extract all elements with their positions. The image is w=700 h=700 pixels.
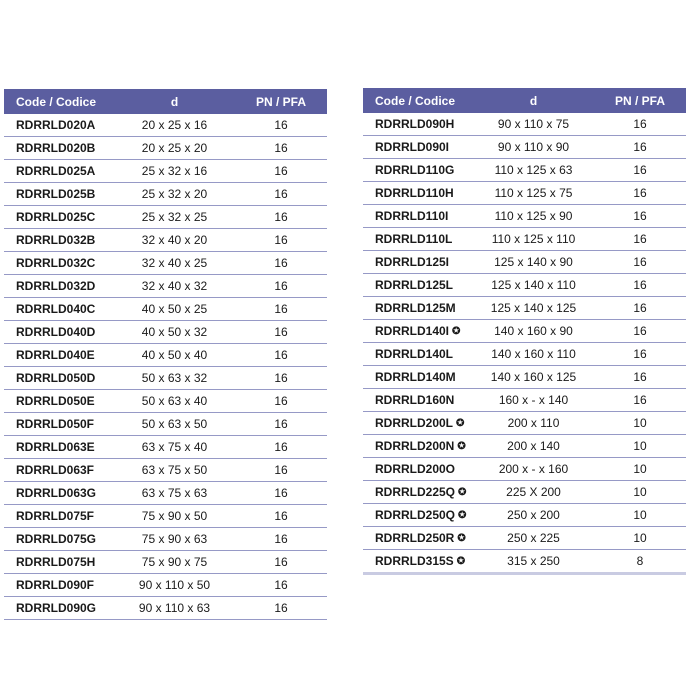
product-code-text: RDRRLD025A	[16, 164, 96, 178]
dimension-value: 25 x 32 x 16	[114, 160, 235, 183]
product-code	[363, 458, 473, 481]
product-code	[363, 274, 473, 297]
pressure-value: 10	[594, 458, 686, 481]
product-code-text: RDRRLD250Q	[375, 508, 456, 522]
dimension-value: 63 x 75 x 63	[114, 482, 235, 505]
pressure-value: 16	[235, 114, 327, 137]
product-code	[4, 436, 114, 459]
product-code	[363, 182, 473, 205]
product-code	[4, 482, 114, 505]
product-code-text: RDRRLD125I	[375, 255, 450, 269]
dimension-value: 20 x 25 x 20	[114, 137, 235, 160]
dimension-value: 225 X 200	[473, 481, 594, 504]
product-code	[363, 113, 473, 136]
product-code	[4, 551, 114, 574]
pressure-value: 16	[594, 320, 686, 343]
product-code-text: RDRRLD050E	[16, 394, 95, 408]
product-code	[4, 459, 114, 482]
product-code-text: RDRRLD090I	[375, 140, 450, 154]
product-code-text: RDRRLD075G	[16, 532, 97, 546]
product-code-text: RDRRLD125L	[375, 278, 454, 292]
product-code-text: RDRRLD225Q	[375, 485, 456, 499]
product-code-text: RDRRLD075H	[16, 555, 96, 569]
pressure-value: 10	[594, 435, 686, 458]
pressure-value: 10	[594, 504, 686, 527]
dimension-value: 32 x 40 x 32	[114, 275, 235, 298]
dimension-value: 63 x 75 x 50	[114, 459, 235, 482]
product-code	[363, 343, 473, 366]
pressure-value: 16	[235, 482, 327, 505]
table-row	[363, 412, 686, 435]
dimension-value: 63 x 75 x 40	[114, 436, 235, 459]
header-pn: PN / PFA	[594, 88, 686, 113]
product-code-text: RDRRLD025B	[16, 187, 96, 201]
header-d: d	[114, 89, 235, 114]
product-code	[363, 435, 473, 458]
pressure-value: 10	[594, 481, 686, 504]
product-code	[363, 159, 473, 182]
product-code	[4, 229, 114, 252]
product-code-text: RDRRLD040C	[16, 302, 96, 316]
dimension-value: 160 x - x 140	[473, 389, 594, 412]
header-code: Code / Codice	[363, 88, 473, 113]
product-code	[363, 481, 473, 504]
table-row	[4, 252, 327, 275]
dimension-value: 25 x 32 x 20	[114, 183, 235, 206]
table-row	[4, 436, 327, 459]
product-code-text: RDRRLD063E	[16, 440, 95, 454]
pressure-value: 16	[235, 574, 327, 597]
dimension-value: 75 x 90 x 63	[114, 528, 235, 551]
product-code	[4, 505, 114, 528]
pressure-value: 16	[594, 297, 686, 320]
product-code-text: RDRRLD200O	[375, 462, 456, 476]
star-circle-icon: ✪	[456, 556, 466, 567]
table-row	[363, 343, 686, 366]
product-code-text: RDRRLD020A	[16, 118, 96, 132]
product-code-text: RDRRLD025C	[16, 210, 96, 224]
table-row	[363, 251, 686, 274]
product-code	[363, 412, 473, 435]
table-row	[363, 297, 686, 320]
product-code	[363, 504, 473, 527]
pressure-value: 16	[235, 321, 327, 344]
product-code	[4, 160, 114, 183]
pressure-value: 16	[235, 229, 327, 252]
pressure-value: 16	[235, 413, 327, 436]
product-code	[363, 251, 473, 274]
dimension-value: 90 x 110 x 90	[473, 136, 594, 159]
product-code	[4, 597, 114, 620]
dimension-value: 125 x 140 x 90	[473, 251, 594, 274]
table-row	[4, 206, 327, 229]
product-code-text: RDRRLD040D	[16, 325, 96, 339]
pressure-value: 16	[235, 459, 327, 482]
dimension-value: 90 x 110 x 75	[473, 113, 594, 136]
table-row	[4, 528, 327, 551]
dimension-value: 250 x 200	[473, 504, 594, 527]
product-code	[363, 527, 473, 550]
dimension-value: 250 x 225	[473, 527, 594, 550]
product-code	[4, 390, 114, 413]
table-row	[4, 390, 327, 413]
pressure-value: 16	[235, 344, 327, 367]
product-code-text: RDRRLD090G	[16, 601, 97, 615]
pressure-value: 16	[594, 228, 686, 251]
dimension-value: 90 x 110 x 63	[114, 597, 235, 620]
table-row	[4, 275, 327, 298]
product-code-text: RDRRLD140M	[375, 370, 456, 384]
product-code	[4, 413, 114, 436]
product-code-text: RDRRLD050F	[16, 417, 95, 431]
product-code-text: RDRRLD032C	[16, 256, 96, 270]
table-row	[4, 183, 327, 206]
pressure-value: 16	[235, 436, 327, 459]
pressure-value: 16	[235, 206, 327, 229]
table-row	[363, 366, 686, 389]
pressure-value: 16	[594, 159, 686, 182]
product-code	[4, 367, 114, 390]
product-code	[363, 389, 473, 412]
product-code	[363, 136, 473, 159]
product-code	[363, 297, 473, 320]
header-row	[363, 88, 686, 113]
pressure-value: 16	[594, 274, 686, 297]
product-code-text: RDRRLD040E	[16, 348, 95, 362]
table-row	[4, 459, 327, 482]
dimension-value: 140 x 160 x 110	[473, 343, 594, 366]
table-row	[363, 550, 686, 574]
star-circle-icon: ✪	[457, 441, 466, 452]
product-table-left	[4, 89, 327, 620]
star-circle-icon: ✪	[457, 533, 466, 544]
pressure-value: 16	[594, 251, 686, 274]
product-code	[4, 137, 114, 160]
header-row	[4, 89, 327, 114]
product-code	[4, 344, 114, 367]
table-row	[363, 136, 686, 159]
product-code-text: RDRRLD063G	[16, 486, 97, 500]
table-row	[4, 413, 327, 436]
product-code	[4, 252, 114, 275]
product-code-text: RDRRLD110I	[375, 209, 449, 223]
pressure-value: 16	[594, 389, 686, 412]
dimension-value: 125 x 140 x 125	[473, 297, 594, 320]
table-row	[4, 551, 327, 574]
table-row	[363, 320, 686, 343]
product-code-text: RDRRLD032B	[16, 233, 96, 247]
product-code	[4, 275, 114, 298]
star-circle-icon: ✪	[456, 418, 465, 429]
table-row	[4, 367, 327, 390]
table-row	[4, 321, 327, 344]
table-row	[4, 574, 327, 597]
dimension-value: 32 x 40 x 20	[114, 229, 235, 252]
pressure-value: 16	[594, 205, 686, 228]
product-code	[4, 528, 114, 551]
pressure-value: 16	[235, 160, 327, 183]
dimension-value: 110 x 125 x 90	[473, 205, 594, 228]
product-code-text: RDRRLD032D	[16, 279, 96, 293]
table-row	[4, 344, 327, 367]
dimension-value: 110 x 125 x 63	[473, 159, 594, 182]
dimension-value: 25 x 32 x 25	[114, 206, 235, 229]
product-code-text: RDRRLD200N	[375, 439, 455, 453]
dimension-value: 50 x 63 x 50	[114, 413, 235, 436]
product-code-text: RDRRLD063F	[16, 463, 95, 477]
product-code	[363, 320, 473, 343]
pressure-value: 16	[594, 366, 686, 389]
dimension-value: 40 x 50 x 40	[114, 344, 235, 367]
product-code-text: RDRRLD090H	[375, 117, 455, 131]
dimension-value: 125 x 140 x 110	[473, 274, 594, 297]
pressure-value: 16	[235, 597, 327, 620]
pressure-value: 10	[594, 412, 686, 435]
pressure-value: 16	[235, 528, 327, 551]
product-code	[4, 321, 114, 344]
pressure-value: 16	[594, 182, 686, 205]
table-row	[4, 114, 327, 137]
product-code-text: RDRRLD110H	[375, 186, 454, 200]
table-row	[363, 182, 686, 205]
star-circle-icon: ✪	[458, 510, 467, 521]
product-code-text: RDRRLD140I	[375, 324, 450, 338]
pressure-value: 16	[235, 137, 327, 160]
table-row	[363, 481, 686, 504]
product-code	[363, 550, 473, 574]
table-row	[4, 505, 327, 528]
product-code	[4, 183, 114, 206]
table-row	[363, 228, 686, 251]
pressure-value: 16	[235, 367, 327, 390]
table-row	[363, 205, 686, 228]
product-code	[363, 366, 473, 389]
table-row	[363, 504, 686, 527]
table-row	[363, 458, 686, 481]
table-row	[363, 389, 686, 412]
dimension-value: 40 x 50 x 25	[114, 298, 235, 321]
product-code-text: RDRRLD315S	[375, 554, 454, 568]
dimension-value: 90 x 110 x 50	[114, 574, 235, 597]
pressure-value: 16	[235, 183, 327, 206]
product-code-text: RDRRLD200L	[375, 416, 454, 430]
product-code	[363, 205, 473, 228]
table-row	[4, 160, 327, 183]
dimension-value: 110 x 125 x 110	[473, 228, 594, 251]
product-code-text: RDRRLD050D	[16, 371, 96, 385]
dimension-value: 75 x 90 x 50	[114, 505, 235, 528]
product-code-text: RDRRLD020B	[16, 141, 96, 155]
pressure-value: 8	[594, 550, 686, 574]
table-row	[363, 274, 686, 297]
product-code	[4, 206, 114, 229]
pressure-value: 16	[235, 390, 327, 413]
dimension-value: 315 x 250	[473, 550, 594, 574]
pressure-value: 16	[235, 505, 327, 528]
dimension-value: 200 x - x 160	[473, 458, 594, 481]
pressure-value: 16	[235, 298, 327, 321]
dimension-value: 75 x 90 x 75	[114, 551, 235, 574]
pressure-value: 16	[235, 275, 327, 298]
table-row	[363, 527, 686, 550]
dimension-value: 200 x 140	[473, 435, 594, 458]
pressure-value: 16	[235, 252, 327, 275]
product-table-right	[363, 88, 686, 575]
product-code-text: RDRRLD160N	[375, 393, 455, 407]
product-code-text: RDRRLD110G	[375, 163, 455, 177]
pressure-value: 16	[235, 551, 327, 574]
product-code	[4, 574, 114, 597]
product-code	[363, 228, 473, 251]
table-row	[4, 482, 327, 505]
dimension-value: 20 x 25 x 16	[114, 114, 235, 137]
table-row	[4, 229, 327, 252]
pressure-value: 10	[594, 527, 686, 550]
dimension-value: 140 x 160 x 90	[473, 320, 594, 343]
pressure-value: 16	[594, 136, 686, 159]
dimension-value: 32 x 40 x 25	[114, 252, 235, 275]
star-circle-icon: ✪	[452, 326, 461, 337]
header-pn: PN / PFA	[235, 89, 327, 114]
header-d: d	[473, 88, 594, 113]
header-code: Code / Codice	[4, 89, 114, 114]
product-code	[4, 114, 114, 137]
table-row	[4, 597, 327, 620]
product-code-text: RDRRLD140L	[375, 347, 454, 361]
dimension-value: 110 x 125 x 75	[473, 182, 594, 205]
table-row	[363, 435, 686, 458]
dimension-value: 200 x 110	[473, 412, 594, 435]
product-code	[4, 298, 114, 321]
dimension-value: 50 x 63 x 32	[114, 367, 235, 390]
pressure-value: 16	[594, 343, 686, 366]
star-circle-icon: ✪	[458, 487, 467, 498]
product-code-text: RDRRLD110L	[375, 232, 453, 246]
product-code-text: RDRRLD090F	[16, 578, 95, 592]
table-row	[4, 298, 327, 321]
pressure-value: 16	[594, 113, 686, 136]
table-row	[4, 137, 327, 160]
table-row	[363, 159, 686, 182]
product-code-text: RDRRLD250R	[375, 531, 455, 545]
product-code-text: RDRRLD075F	[16, 509, 95, 523]
product-code-text: RDRRLD125M	[375, 301, 456, 315]
dimension-value: 140 x 160 x 125	[473, 366, 594, 389]
table-row	[363, 113, 686, 136]
dimension-value: 50 x 63 x 40	[114, 390, 235, 413]
dimension-value: 40 x 50 x 32	[114, 321, 235, 344]
